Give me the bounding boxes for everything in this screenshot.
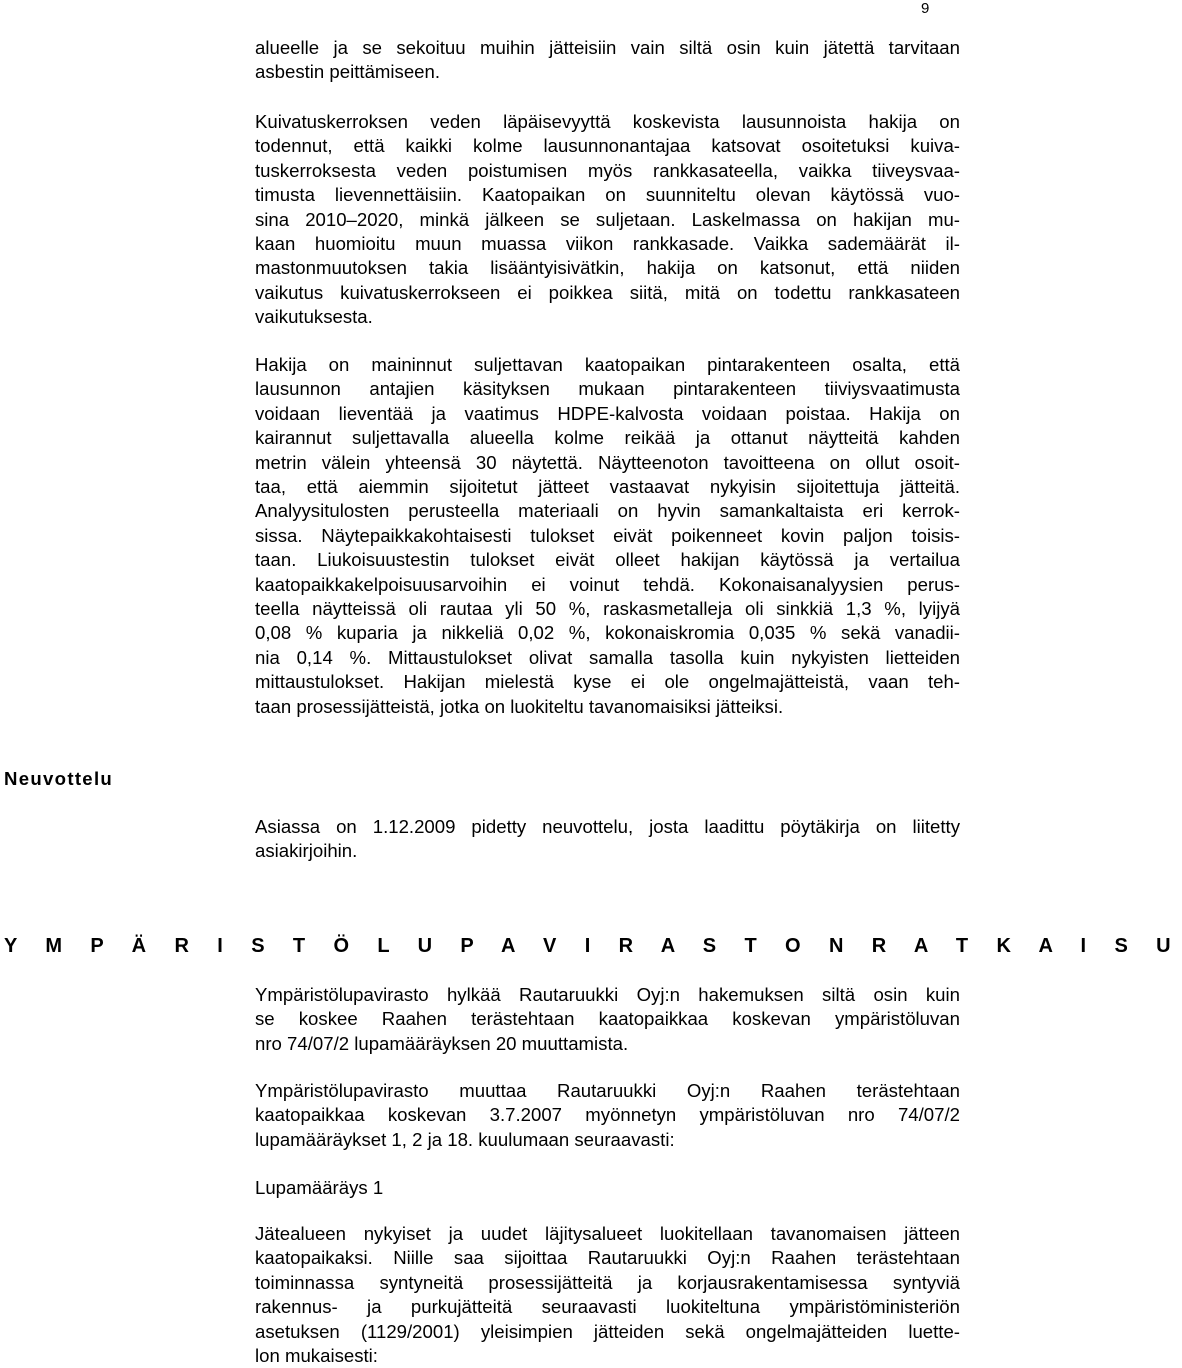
permit-clause-heading bbox=[255, 1176, 960, 1200]
paragraph-drainage-layer bbox=[255, 110, 960, 330]
text-line: taan. Liukoisuustestin tulokset eivät olleet hakijan käytössä ja vertailua bbox=[255, 549, 960, 571]
text-line: lon mukaisesti: bbox=[255, 1345, 378, 1367]
paragraph-rejection bbox=[255, 983, 960, 1056]
text-line: rakennus- ja purkujätteitä seuraavasti luokiteltuna ympäristöministeriön bbox=[255, 1296, 960, 1318]
paragraph-amendment bbox=[255, 1079, 960, 1152]
text-line: asbestin peittämiseen. bbox=[255, 61, 441, 83]
section-heading-neuvottelu: Neuvottelu bbox=[4, 768, 114, 789]
text-line: alueelle ja se sekoituu muihin jätteisiin vain siltä osin kuin jätettä tarvitaan bbox=[255, 37, 960, 58]
text-line: Analyysitulosten perusteella materiaali on hyvin samankaltaista eri kerrok- bbox=[255, 500, 960, 522]
text-line: metrin välein yhteensä 30 näytettä. Näytteenoton tavoitteena on ollut osoit- bbox=[255, 451, 960, 473]
text-line: taa, että aiemmin sijoitetut jätteet vastaavat nykyisin sijoitettuja jätteitä. bbox=[255, 476, 960, 498]
text-line: asetuksen (1129/2001) yleisimpien jätteiden sekä ongelmajätteiden luette- bbox=[255, 1320, 960, 1342]
text-line: tuskerroksesta veden poistumisen myös rankkasateella, vaikka tiiveysvaa- bbox=[255, 159, 960, 181]
text-line: vaikutus kuivatuskerrokseen ei poikkea siitä, mitä on todettu rankkasateen bbox=[255, 281, 960, 303]
text-line: Asiassa on 1.12.2009 pidetty neuvottelu, josta laadittu pöytäkirja on liitetty bbox=[255, 816, 960, 837]
text-line: vaikutuksesta. bbox=[255, 306, 373, 328]
text-line: taan prosessijätteistä, jotka on luokiteltu tavanomaisiksi jätteiksi. bbox=[255, 695, 784, 717]
text-line: Hakija on maininnut suljettavan kaatopaikan pintarakenteen osalta, että bbox=[255, 354, 960, 375]
paragraph-asbestos bbox=[255, 36, 960, 85]
text-line: sissa. Näytepaikkakohtaisesti tulokset eivät poikenneet kovin paljon toisis- bbox=[255, 524, 960, 546]
text-line: timusta lievennettäisiin. Kaatopaikan on suunniteltu olevan käytössä vuo- bbox=[255, 184, 960, 206]
text-line: mastonmuutoksen takia lisääntyisivätkin, hakija on katsonut, että niiden bbox=[255, 257, 960, 279]
text-line: lupamääräykset 1, 2 ja 18. kuulumaan seuraavasti: bbox=[255, 1128, 675, 1150]
section-heading-ratkaisu: Y M P Ä R I S T Ö L U P A V I R A S T O N R A T K A I S U bbox=[4, 935, 1182, 957]
text-line: 0,08 % kuparia ja nikkeliä 0,02 %, kokonaiskromia 0,035 % sekä vanadii- bbox=[255, 622, 960, 644]
text-line: teella näytteissä oli rautaa yli 50 %, raskasmetalleja oli sinkkiä 1,3 %, lyijyä bbox=[255, 598, 960, 620]
text-line: nro 74/07/2 lupamääräyksen 20 muuttamista. bbox=[255, 1032, 629, 1054]
text-line: mittaustulokset. Hakijan mielestä kyse ei ole ongelmajätteistä, vaan teh- bbox=[255, 671, 960, 693]
paragraph-negotiation bbox=[255, 815, 960, 864]
text-line: se koskee Raahen terästehtaan kaatopaikkaa koskevan ympäristöluvan bbox=[255, 1008, 960, 1030]
text-line: lausunnon antajien käsityksen mukaan pintarakenteen tiiviysvaatimusta bbox=[255, 378, 960, 400]
text-line: Ympäristölupavirasto muuttaa Rautaruukki Oyj:n Raahen terästehtaan bbox=[255, 1080, 960, 1101]
text-line: Kuivatuskerroksen veden läpäisevyyttä koskevista lausunnoista hakija on bbox=[255, 111, 960, 132]
text-line: toiminnassa syntyneitä prosessijätteitä ja korjausrakentamisessa syntyviä bbox=[255, 1271, 960, 1293]
text-line: voidaan lieventää ja vaatimus HDPE-kalvosta voidaan poistaa. Hakija on bbox=[255, 402, 960, 424]
text-line: Jätealueen nykyiset ja uudet läjitysalueet luokitellaan tavanomaisen jätteen bbox=[255, 1223, 960, 1244]
page-number: 9 bbox=[921, 0, 930, 17]
text-line: sina 2010–2020, minkä jälkeen se suljetaan. Laskelmassa on hakijan mu- bbox=[255, 208, 960, 230]
text-line: kaatopaikkaa koskevan 3.7.2007 myönnetyn ympäristöluvan nro 74/07/2 bbox=[255, 1104, 960, 1126]
text-line: Lupamääräys 1 bbox=[255, 1177, 384, 1198]
text-line: nia 0,14 %. Mittaustulokset olivat samalla tasolla kuin nykyisten lietteiden bbox=[255, 646, 960, 668]
text-line: kairannut suljettavalla alueella kolme reikää ja ottanut näytteitä kahden bbox=[255, 427, 960, 449]
paragraph-surface-structure bbox=[255, 353, 960, 719]
paragraph-landfill-classification bbox=[255, 1222, 960, 1368]
text-line: kaan huomioitu muun muassa viikon rankkasade. Vaikka sademäärät il- bbox=[255, 233, 960, 255]
text-line: asiakirjoihin. bbox=[255, 840, 358, 862]
text-line: Ympäristölupavirasto hylkää Rautaruukki Oyj:n hakemuksen siltä osin kuin bbox=[255, 984, 960, 1005]
text-line: todennut, että kaikki kolme lausunnonantajaa katsovat osoitetuksi kuiva- bbox=[255, 135, 960, 157]
text-line: kaatopaikaksi. Niille saa sijoittaa Rautaruukki Oyj:n Raahen terästehtaan bbox=[255, 1247, 960, 1269]
text-line: kaatopaikkakelpoisuusarvoihin ei voinut tehdä. Kokonaisanalyysien perus- bbox=[255, 573, 960, 595]
